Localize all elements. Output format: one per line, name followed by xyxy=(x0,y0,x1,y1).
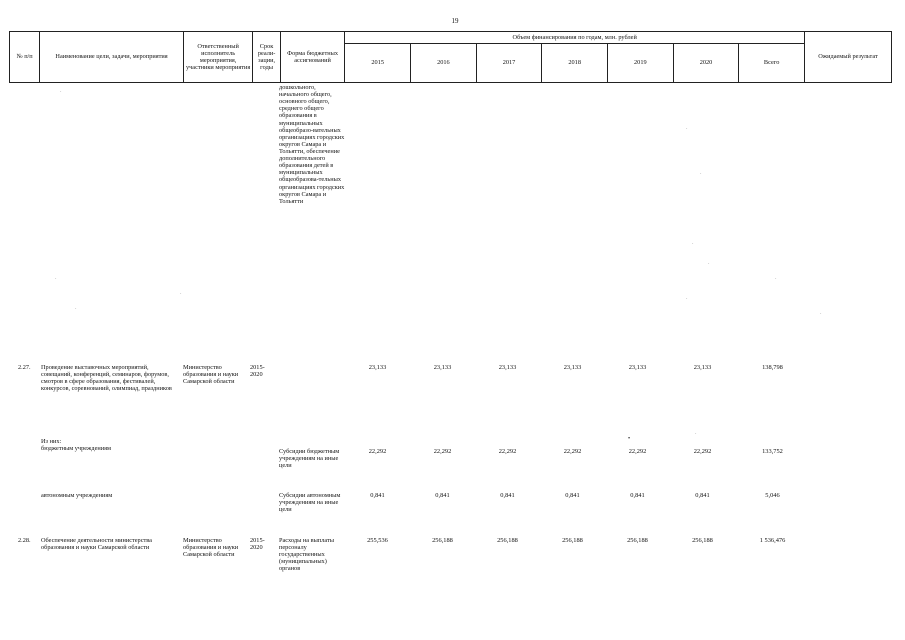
header-form: Форма бюджетных ассигнований xyxy=(280,32,345,83)
scan-speck: . xyxy=(180,290,182,296)
header-year: 2015 xyxy=(345,44,411,83)
value-cell: 0,841 xyxy=(565,492,580,499)
row-form: Расходы на выплаты персоналу государственных (муниципальных) органов xyxy=(279,537,334,573)
value-cell: 22,292 xyxy=(498,448,517,455)
header-num: № п/п xyxy=(10,32,40,83)
header-year: 2019 xyxy=(608,44,674,83)
scan-speck: . xyxy=(686,295,688,301)
header-funding: Объем финансирования по годам, млн. рублей xyxy=(345,32,805,44)
header-year: 2018 xyxy=(542,44,608,83)
scan-speck: . xyxy=(60,88,62,94)
page-number: 19 xyxy=(451,17,459,25)
row-name: Из них: бюджетным учреждениям xyxy=(41,438,111,453)
header-term: Срок реали-зации, годы xyxy=(253,32,280,83)
value-cell: 22,292 xyxy=(433,448,452,455)
value-cell: 256,188 xyxy=(497,537,518,544)
value-cell: 0,841 xyxy=(630,492,645,499)
header-result: Ожидаемый результат xyxy=(804,32,891,83)
value-cell: 0,841 xyxy=(695,492,710,499)
value-cell: 256,188 xyxy=(627,537,648,544)
continuation-text: дошкольного, начального общего, основного общего, среднего общего образования в муниципальных общеобразо-вательных организациях городских округов Самара и Тольятти, обеспечение дополнительного образования детей в муниципальных общеобразова-тельных организациях городских округов Самара и Тольятти xyxy=(279,84,345,205)
row-term: 2015-2020 xyxy=(250,364,265,379)
row-name: автономным учреждениям xyxy=(41,492,113,499)
value-cell: 256,188 xyxy=(562,537,583,544)
row-executor: Министерство образования и науки Самарской области xyxy=(183,364,239,386)
header-year: 2020 xyxy=(673,44,739,83)
value-cell: 23,133 xyxy=(368,364,387,371)
scan-speck: . xyxy=(695,430,697,436)
row-number: 2.27. xyxy=(18,364,31,371)
scan-speck: . xyxy=(75,305,77,311)
header-executor: Ответственный исполнитель мероприятия, участники мероприятия xyxy=(183,32,253,83)
header-name: Наименование цели, задачи, мероприятия xyxy=(40,32,183,83)
value-cell: 23,133 xyxy=(498,364,517,371)
value-cell: 22,292 xyxy=(693,448,712,455)
value-total: 5,046 xyxy=(765,492,780,499)
header-total: Всего xyxy=(739,44,805,83)
scan-speck: . xyxy=(692,240,694,246)
row-executor: Министерство образования и науки Самарской области xyxy=(183,537,239,559)
scan-speck: . xyxy=(686,125,688,131)
row-name: Проведение выставочных мероприятий, совещаний, конференций, семинаров, форумов, смотров в сфере образования, фестивалей, конкурсов, соревнований, олимпиад, праздников xyxy=(41,364,172,393)
value-cell: 22,292 xyxy=(368,448,387,455)
value-cell: 23,133 xyxy=(693,364,712,371)
value-cell: 0,841 xyxy=(370,492,385,499)
scan-speck: . xyxy=(775,275,777,281)
row-form: Субсидии автономным учреждениям на иные цели xyxy=(279,492,341,514)
scan-speck: . xyxy=(820,310,822,316)
header-year: 2017 xyxy=(476,44,542,83)
row-term: 2015-2020 xyxy=(250,537,265,552)
value-cell: 23,133 xyxy=(563,364,582,371)
value-cell: 256,188 xyxy=(692,537,713,544)
value-cell: 23,133 xyxy=(433,364,452,371)
scan-speck: • xyxy=(628,436,631,442)
row-number: 2.28. xyxy=(18,537,31,544)
scan-speck: . xyxy=(708,260,710,266)
row-form: Субсидии бюджетным учреждениям на иные цели xyxy=(279,448,340,470)
value-total: 133,752 xyxy=(762,448,783,455)
table-header xyxy=(9,31,892,83)
value-cell: 23,133 xyxy=(628,364,647,371)
scan-speck: . xyxy=(700,170,702,176)
value-cell: 22,292 xyxy=(563,448,582,455)
scan-speck: . xyxy=(55,275,57,281)
value-cell: 22,292 xyxy=(628,448,647,455)
value-cell: 255,536 xyxy=(367,537,388,544)
value-cell: 256,188 xyxy=(432,537,453,544)
value-total: 1 536,476 xyxy=(759,537,786,544)
value-cell: 0,841 xyxy=(435,492,450,499)
value-total: 138,798 xyxy=(762,364,783,371)
value-cell: 0,841 xyxy=(500,492,515,499)
row-name: Обеспечение деятельности министерства образования и науки Самарской области xyxy=(41,537,152,552)
header-year: 2016 xyxy=(411,44,477,83)
